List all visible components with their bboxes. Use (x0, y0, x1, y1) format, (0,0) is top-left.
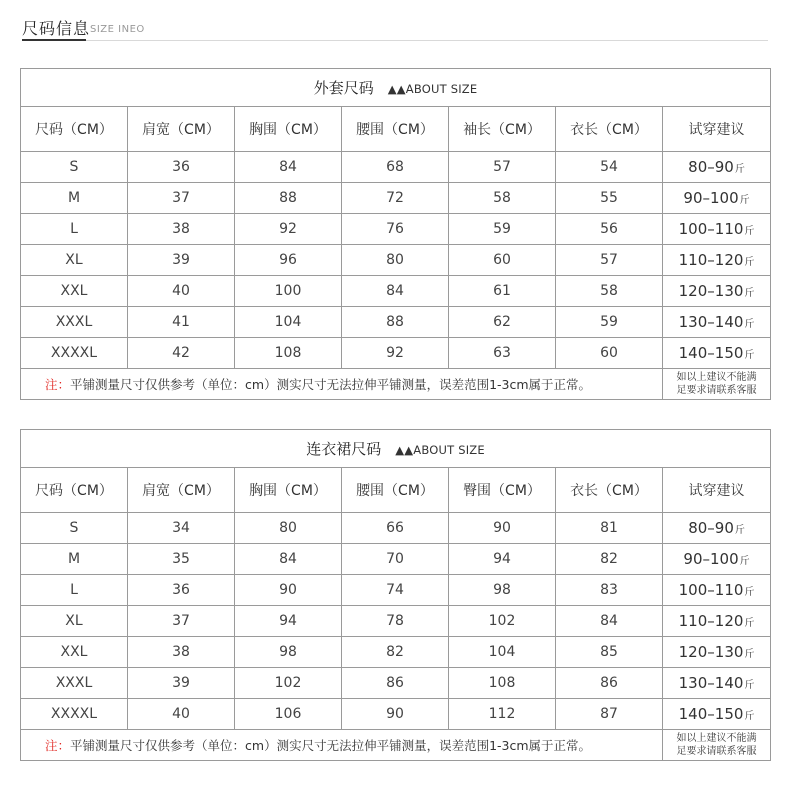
table-row (21, 307, 771, 338)
weight-range: 130–140 (678, 313, 744, 331)
table-cell: 57 (449, 152, 556, 183)
table-cell: 38 (128, 637, 235, 668)
table-cell: 85 (556, 637, 663, 668)
weight-unit: 斤 (744, 618, 755, 629)
table-cell: 82 (342, 637, 449, 668)
note-label: 注： (45, 738, 71, 753)
table-cell: XXL (21, 637, 128, 668)
table-title-row (21, 430, 771, 468)
section-title: 尺码信息 (22, 19, 91, 38)
header-accent-line (22, 39, 86, 41)
weight-range: 140–150 (678, 344, 744, 362)
column-header: 试穿建议 (663, 107, 771, 152)
note-text: 平铺测量尺寸仅供参考（单位：cm）测实尺寸无法拉伸平铺测量，误差范围1-3cm属于正常。 (70, 377, 592, 392)
table-cell: 56 (556, 214, 663, 245)
header-divider (22, 40, 768, 41)
table-title: 外套尺码 (313, 79, 374, 97)
contact-service-note (663, 730, 771, 761)
table-row (21, 338, 771, 369)
table-cell: 36 (128, 575, 235, 606)
column-header: 衣长（CM） (556, 107, 663, 152)
table-cell: L (21, 575, 128, 606)
table-cell: XL (21, 606, 128, 637)
column-header: 腰围（CM） (342, 468, 449, 513)
table-cell: 84 (235, 544, 342, 575)
recommendation-cell (663, 338, 771, 369)
table-cell: 42 (128, 338, 235, 369)
table-cell: XXL (21, 276, 128, 307)
weight-unit: 斤 (744, 680, 755, 691)
contact-line: 如以上建议不能满 (676, 372, 757, 383)
weight-range: 120–130 (678, 282, 744, 300)
table-row (21, 245, 771, 276)
table-cell: 36 (128, 152, 235, 183)
table-cell: 72 (342, 183, 449, 214)
recommendation-cell (663, 214, 771, 245)
table-cell: 35 (128, 544, 235, 575)
size-table-wrapper (20, 429, 770, 761)
table-row (21, 544, 771, 575)
section-header (22, 14, 768, 44)
recommendation-cell (663, 544, 771, 575)
size-table (20, 68, 771, 400)
table-cell: L (21, 214, 128, 245)
column-header: 试穿建议 (663, 468, 771, 513)
table-cell: 59 (449, 214, 556, 245)
table-cell: 86 (556, 668, 663, 699)
table-cell: S (21, 513, 128, 544)
weight-unit: 斤 (744, 288, 755, 299)
table-cell: 70 (342, 544, 449, 575)
table-cell: XXXL (21, 307, 128, 338)
recommendation-cell (663, 245, 771, 276)
table-cell: 66 (342, 513, 449, 544)
column-header: 胸围（CM） (235, 468, 342, 513)
table-cell: 34 (128, 513, 235, 544)
section-subtitle: SIZE INEO (90, 24, 145, 35)
about-size-label: ▲▲ABOUT SIZE (387, 82, 478, 96)
table-cell: 108 (235, 338, 342, 369)
table-row (21, 606, 771, 637)
table-cell: 58 (449, 183, 556, 214)
table-row (21, 214, 771, 245)
about-size-label: ▲▲ABOUT SIZE (395, 443, 485, 457)
table-title-row (21, 69, 771, 107)
table-title-cell (21, 430, 771, 468)
contact-line: 足要求请联系客服 (676, 746, 757, 757)
table-header-row (21, 468, 771, 513)
weight-range: 130–140 (678, 674, 744, 692)
column-header: 衣长（CM） (556, 468, 663, 513)
weight-range: 80–90 (688, 158, 734, 176)
table-cell: 88 (235, 183, 342, 214)
contact-line: 足要求请联系客服 (676, 385, 757, 396)
table-cell: 90 (342, 699, 449, 730)
recommendation-cell (663, 637, 771, 668)
weight-range: 90–100 (683, 189, 739, 207)
size-table-wrapper (20, 68, 770, 400)
weight-unit: 斤 (739, 556, 750, 567)
column-header: 肩宽（CM） (128, 107, 235, 152)
measurement-note (21, 369, 663, 400)
table-note-row (21, 730, 771, 761)
table-row (21, 183, 771, 214)
table-cell: 62 (449, 307, 556, 338)
table-cell: 90 (235, 575, 342, 606)
weight-range: 120–130 (678, 643, 744, 661)
table-cell: XXXXL (21, 699, 128, 730)
table-row (21, 637, 771, 668)
table-cell: 81 (556, 513, 663, 544)
table-cell: 98 (449, 575, 556, 606)
contact-line: 如以上建议不能满 (676, 733, 757, 744)
table-cell: 104 (449, 637, 556, 668)
note-label: 注： (45, 377, 71, 392)
table-cell: 100 (235, 276, 342, 307)
table-cell: 40 (128, 276, 235, 307)
table-row (21, 575, 771, 606)
recommendation-cell (663, 699, 771, 730)
table-cell: 102 (235, 668, 342, 699)
weight-unit: 斤 (744, 257, 755, 268)
weight-range: 80–90 (688, 519, 734, 537)
weight-range: 110–120 (678, 612, 744, 630)
table-cell: 96 (235, 245, 342, 276)
table-cell: 98 (235, 637, 342, 668)
table-cell: 102 (449, 606, 556, 637)
table-cell: 37 (128, 606, 235, 637)
table-cell: XXXL (21, 668, 128, 699)
table-cell: 80 (235, 513, 342, 544)
table-cell: S (21, 152, 128, 183)
table-cell: 60 (556, 338, 663, 369)
table-cell: 84 (235, 152, 342, 183)
table-cell: XXXXL (21, 338, 128, 369)
table-row (21, 699, 771, 730)
weight-unit: 斤 (744, 226, 755, 237)
weight-unit: 斤 (744, 649, 755, 660)
table-cell: M (21, 183, 128, 214)
table-cell: 40 (128, 699, 235, 730)
recommendation-cell (663, 152, 771, 183)
weight-range: 140–150 (678, 705, 744, 723)
table-cell: 94 (449, 544, 556, 575)
weight-range: 110–120 (678, 251, 744, 269)
table-cell: 60 (449, 245, 556, 276)
recommendation-cell (663, 668, 771, 699)
column-header: 胸围（CM） (235, 107, 342, 152)
table-note-row (21, 369, 771, 400)
table-cell: 80 (342, 245, 449, 276)
weight-unit: 斤 (744, 319, 755, 330)
table-row (21, 152, 771, 183)
column-header: 肩宽（CM） (128, 468, 235, 513)
weight-unit: 斤 (744, 711, 755, 722)
table-cell: 39 (128, 668, 235, 699)
table-title: 连衣裙尺码 (306, 440, 382, 458)
table-cell: 78 (342, 606, 449, 637)
recommendation-cell (663, 183, 771, 214)
table-cell: 63 (449, 338, 556, 369)
table-cell: 88 (342, 307, 449, 338)
table-cell: 94 (235, 606, 342, 637)
measurement-note (21, 730, 663, 761)
table-cell: 92 (342, 338, 449, 369)
table-header-row (21, 107, 771, 152)
table-cell: 59 (556, 307, 663, 338)
table-row (21, 668, 771, 699)
size-table (20, 429, 771, 761)
table-cell: 38 (128, 214, 235, 245)
recommendation-cell (663, 307, 771, 338)
recommendation-cell (663, 276, 771, 307)
recommendation-cell (663, 513, 771, 544)
table-cell: 41 (128, 307, 235, 338)
column-header: 袖长（CM） (449, 107, 556, 152)
table-cell: M (21, 544, 128, 575)
weight-unit: 斤 (744, 350, 755, 361)
column-header: 臀围（CM） (449, 468, 556, 513)
table-cell: 84 (342, 276, 449, 307)
weight-unit: 斤 (744, 587, 755, 598)
table-cell: 83 (556, 575, 663, 606)
table-cell: 108 (449, 668, 556, 699)
table-cell: 82 (556, 544, 663, 575)
table-cell: 92 (235, 214, 342, 245)
weight-unit: 斤 (734, 525, 745, 536)
table-cell: 87 (556, 699, 663, 730)
column-header: 腰围（CM） (342, 107, 449, 152)
note-text: 平铺测量尺寸仅供参考（单位：cm）测实尺寸无法拉伸平铺测量，误差范围1-3cm属于正常。 (70, 738, 592, 753)
table-cell: 39 (128, 245, 235, 276)
recommendation-cell (663, 575, 771, 606)
table-cell: 84 (556, 606, 663, 637)
table-cell: 58 (556, 276, 663, 307)
table-title-cell (21, 69, 771, 107)
weight-range: 100–110 (678, 581, 744, 599)
weight-unit: 斤 (734, 164, 745, 175)
table-cell: 37 (128, 183, 235, 214)
column-header: 尺码（CM） (21, 468, 128, 513)
table-cell: 90 (449, 513, 556, 544)
table-cell: 104 (235, 307, 342, 338)
table-cell: 112 (449, 699, 556, 730)
contact-service-note (663, 369, 771, 400)
table-cell: 86 (342, 668, 449, 699)
table-cell: 106 (235, 699, 342, 730)
table-cell: 54 (556, 152, 663, 183)
weight-range: 90–100 (683, 550, 739, 568)
table-cell: 61 (449, 276, 556, 307)
table-cell: 55 (556, 183, 663, 214)
table-cell: XL (21, 245, 128, 276)
table-row (21, 513, 771, 544)
table-cell: 76 (342, 214, 449, 245)
recommendation-cell (663, 606, 771, 637)
weight-unit: 斤 (739, 195, 750, 206)
column-header: 尺码（CM） (21, 107, 128, 152)
table-cell: 57 (556, 245, 663, 276)
weight-range: 100–110 (678, 220, 744, 238)
table-cell: 74 (342, 575, 449, 606)
table-cell: 68 (342, 152, 449, 183)
table-row (21, 276, 771, 307)
